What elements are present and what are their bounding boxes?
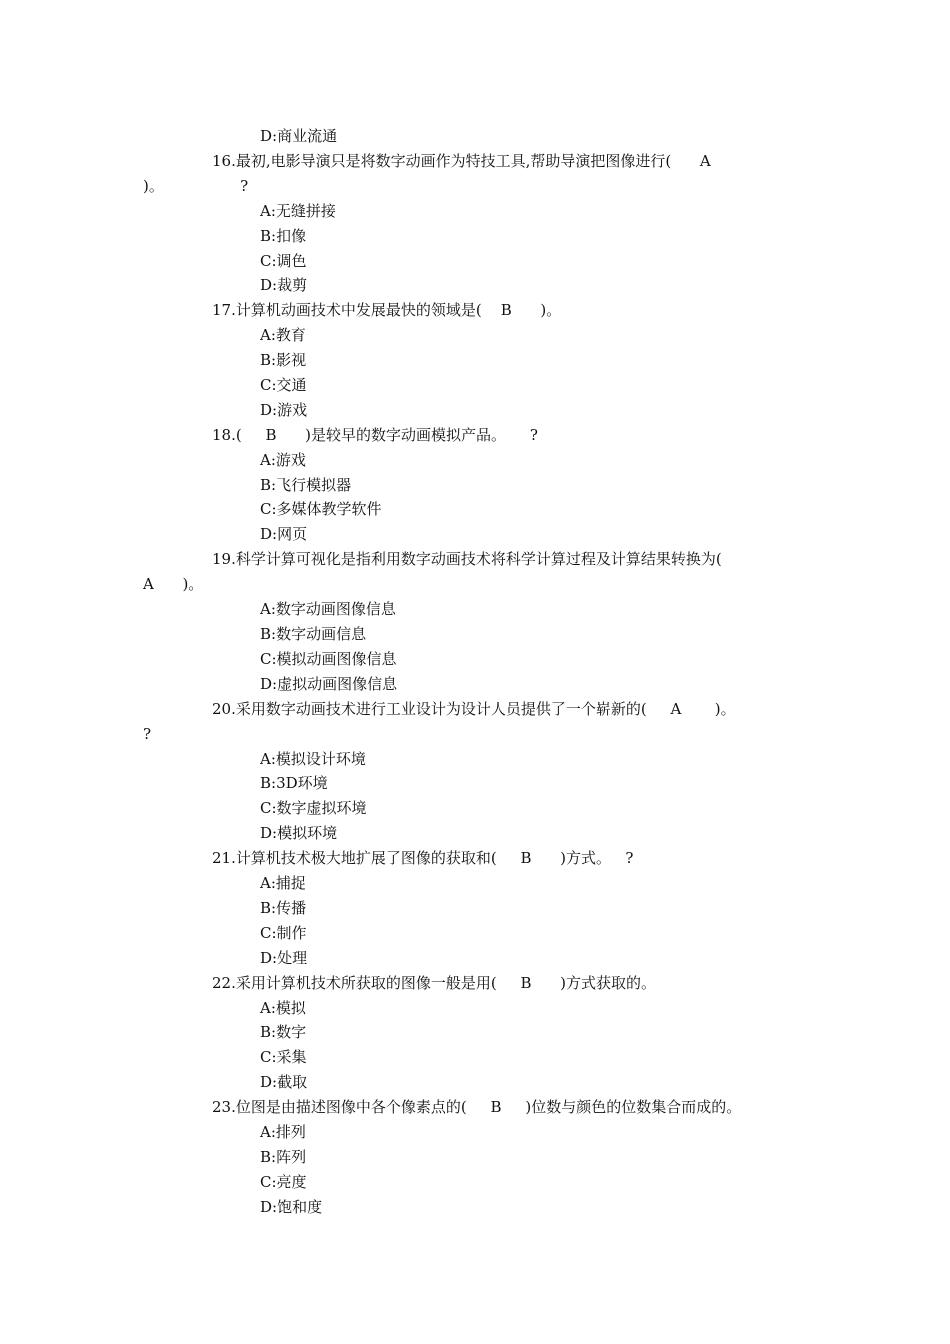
question-line: 16.最初,电影导演只是将数字动画作为特技工具,帮助导演把图像进行( A — [212, 152, 711, 170]
option-line: A:游戏 — [260, 451, 306, 469]
option-line: C:多媒体教学软件 — [260, 500, 382, 518]
option-line: D:处理 — [260, 949, 308, 967]
option-line: C:交通 — [260, 376, 307, 394]
option-line: D:裁剪 — [260, 276, 308, 294]
question-continuation-line: A )。 — [143, 575, 204, 593]
question-line: 23.位图是由描述图像中各个像素点的( B )位数与颜色的位数集合而成的。 — [212, 1098, 742, 1116]
option-line: D:商业流通 — [260, 127, 338, 145]
option-line: A:数字动画图像信息 — [260, 600, 396, 618]
option-line: A:无缝拼接 — [260, 202, 336, 220]
option-line: D:截取 — [260, 1073, 308, 1091]
option-line: A:模拟设计环境 — [260, 750, 366, 768]
question-line: 22.采用计算机技术所获取的图像一般是用( B )方式获取的。 — [212, 974, 657, 992]
question-continuation-line: ? — [143, 725, 152, 743]
question-line: 21.计算机技术极大地扩展了图像的获取和( B )方式。 ? — [212, 849, 634, 867]
option-line: D:游戏 — [260, 401, 308, 419]
option-line: C:调色 — [260, 252, 307, 270]
question-line: 18.( B )是较早的数字动画模拟产品。 ? — [212, 426, 538, 444]
option-line: B:数字 — [260, 1023, 307, 1041]
option-line: B:阵列 — [260, 1148, 307, 1166]
option-line: A:捕捉 — [260, 874, 306, 892]
option-line: C:亮度 — [260, 1173, 307, 1191]
question-continuation-line: )。 ? — [143, 177, 249, 195]
option-line: A:排列 — [260, 1123, 306, 1141]
option-line: D:网页 — [260, 525, 308, 543]
option-line: D:饱和度 — [260, 1198, 323, 1216]
option-line: B:传播 — [260, 899, 307, 917]
question-line: 19.科学计算可视化是指利用数字动画技术将科学计算过程及计算结果转换为( — [212, 550, 722, 568]
option-line: D:虚拟动画图像信息 — [260, 675, 398, 693]
option-line: D:模拟环境 — [260, 824, 338, 842]
option-line: B:数字动画信息 — [260, 625, 367, 643]
option-line: C:制作 — [260, 924, 307, 942]
option-line: C:数字虚拟环境 — [260, 799, 367, 817]
option-line: B:飞行模拟器 — [260, 476, 352, 494]
option-line: A:教育 — [260, 326, 306, 344]
option-line: B:扣像 — [260, 227, 307, 245]
option-line: C:采集 — [260, 1048, 307, 1066]
option-line: B:影视 — [260, 351, 307, 369]
question-line: 17.计算机动画技术中发展最快的领域是( B )。 — [212, 301, 562, 319]
option-line: C:模拟动画图像信息 — [260, 650, 397, 668]
option-line: B:3D环境 — [260, 774, 328, 792]
question-line: 20.采用数字动画技术进行工业设计为设计人员提供了一个崭新的( A )。 — [212, 700, 736, 718]
option-line: A:模拟 — [260, 999, 306, 1017]
